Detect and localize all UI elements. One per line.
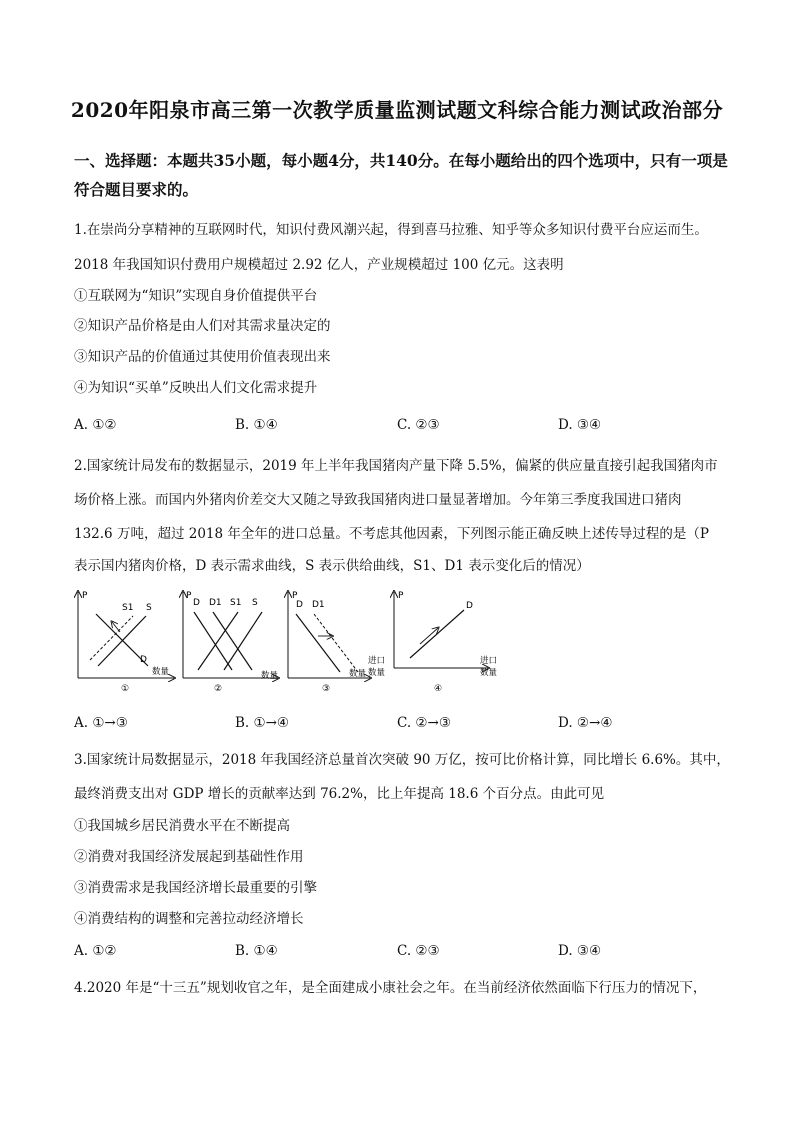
q3-option-c: C. ②③ [397,943,440,959]
q4-stem-line1: 4.2020 年是“十三五”规划收官之年，是全面建成小康社会之年。在当前经济依然面临下行压力的情况下， [74,980,707,996]
q3-statement-2: ②消费对我国经济发展起到基础性作用 [74,849,304,865]
g4-quantity-label-b: 数量 [480,668,498,678]
g2-quantity-label: 数量 [261,671,279,681]
g4-import-label-b: 进口 [480,656,498,666]
g2-s-label: S [252,598,258,608]
g1-number: ① [121,684,130,694]
g4-number: ④ [434,684,443,694]
g1-d-label: D [140,655,147,665]
g2-d1-label: D1 [209,598,222,608]
g4-quantity-label-a: 数量 [368,668,386,678]
q1-statement-1: ①互联网为“知识”实现自身价值提供平台 [74,288,318,304]
q3-stem-line1: 3.国家统计局数据显示，2018 年我国经济总量首次突破 90 万亿，按可比价格计算，同比增长 6.6%。其中， [74,752,730,768]
g2-number: ② [214,684,223,694]
q1-option-c: C. ②③ [397,417,440,433]
q3-option-a: A. ①② [74,943,117,959]
graph-3 [288,591,370,694]
g2-d-label: D [193,598,200,608]
graph-1 [78,591,174,694]
q2-stem-line1: 2.国家统计局发布的数据显示，2019 年上半年我国猪肉产量下降 5.5%，偏紧的供应量直接引起我国猪肉市 [74,458,718,474]
q1-statement-4: ④为知识“买单”反映出人们文化需求提升 [74,380,318,396]
q3-option-b: B. ①④ [235,943,278,959]
q1-stem-line1: 1.在崇尚分享精神的互联网时代，知识付费风潮兴起，得到喜马拉雅、知乎等众多知识付费平台应运而生。 [74,222,708,238]
g1-s1-label: S1 [122,603,134,613]
graph-4 [368,591,498,694]
g3-d1-label: D1 [312,600,325,610]
g1-quantity-label: 数量 [152,667,170,677]
g2-s1-label: S1 [230,598,242,608]
q2-stem-line2: 场价格上涨。而国内外猪肉价差交大又随之导致我国猪肉进口量显著增加。今年第三季度我国进口猪肉 [74,492,682,508]
g1-p-label: P [82,591,88,601]
q2-option-a: A. ①→③ [74,715,128,731]
q1-option-b: B. ①④ [235,417,278,433]
section-header: 一、选择题：本题共35小题，每小题4分，共140分。在每小题给出的四个选项中，只有一项是符合题目要求的。 [74,151,728,199]
q1-statement-2: ②知识产品价格是由人们对其需求量决定的 [74,318,331,334]
q3-stem-line2: 最终消费支出对 GDP 增长的贡献率达到 76.2%，比上年提高 18.6 个百分点。由此可见 [74,786,605,802]
g3-number: ③ [322,684,331,694]
q3-statement-3: ③消费需求是我国经济增长最重要的引擎 [74,880,317,896]
g2-p-label: P [186,591,192,601]
g3-d-label: D [296,600,303,610]
g1-s-label: S [146,603,152,613]
g3-quantity-label: 数量 [349,669,367,679]
q1-option-a: A. ①② [74,417,117,433]
q2-stem-line3: 132.6 万吨，超过 2018 年全年的进口总量。不考虑其他因素，下列图示能正确反映上述传导过程的是（P [74,526,709,542]
q1-option-d: D. ③④ [558,417,602,433]
q2-diagrams [68,586,528,706]
g3-p-label: P [292,591,298,601]
q2-stem-line4: 表示国内猪肉价格，D 表示需求曲线，S 表示供给曲线，S1、D1 表示变化后的情况） [74,558,590,574]
g4-p-label: P [398,591,404,601]
q1-stem-line2: 2018 年我国知识付费用户规模超过 2.92 亿人，产业规模超过 100 亿元。这表明 [74,257,564,273]
graph-2 [183,591,279,694]
page-title: 2020年阳泉市高三第一次教学质量监测试题文科综合能力测试政治部分 [70,98,724,122]
q3-statement-1: ①我国城乡居民消费水平在不断提高 [74,818,290,834]
g4-d-label: D [466,601,473,611]
g4-import-label-a: 进口 [368,656,386,666]
q3-statement-4: ④消费结构的调整和完善拉动经济增长 [74,911,304,927]
q2-option-b: B. ①→④ [235,715,290,731]
q3-option-d: D. ③④ [558,943,602,959]
q2-option-c: C. ②→③ [397,715,451,731]
q1-statement-3: ③知识产品的价值通过其使用价值表现出来 [74,349,331,365]
q2-option-d: D. ②→④ [558,715,613,731]
